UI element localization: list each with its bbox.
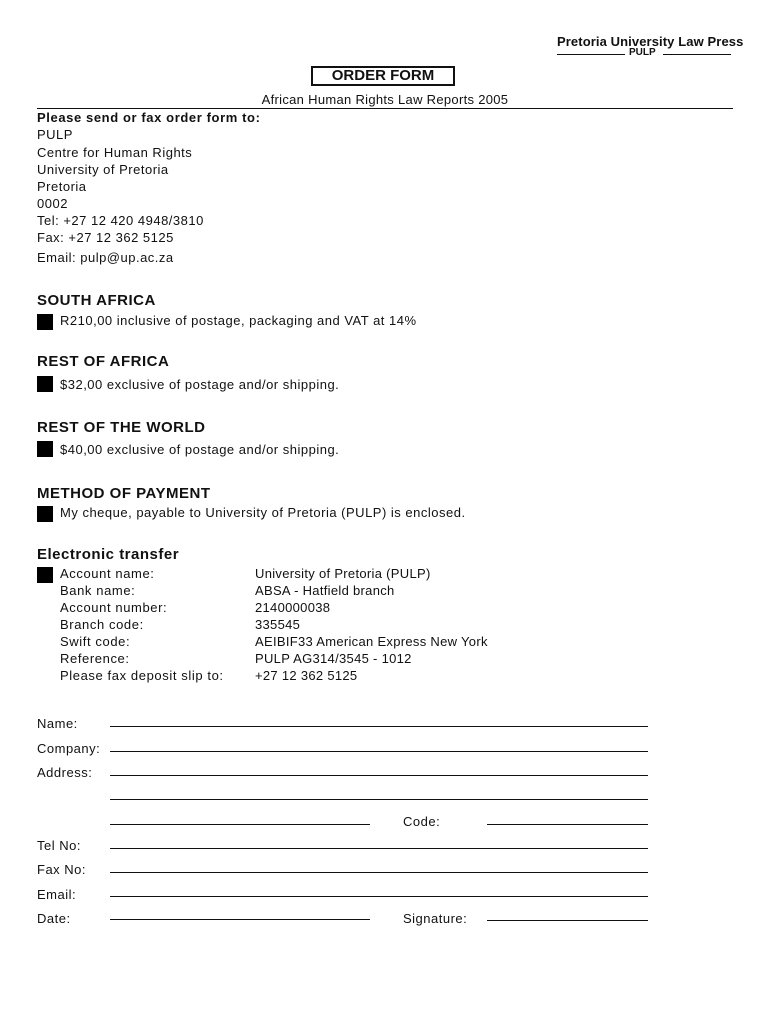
checkbox-electronic[interactable] (37, 567, 53, 583)
address-line: Fax: +27 12 362 5125 (37, 230, 174, 245)
section-heading-south-africa: SOUTH AFRICA (37, 292, 156, 309)
logo-rule-left (557, 54, 625, 55)
publisher-name: Pretoria University Law Press (557, 34, 744, 49)
signature-field[interactable] (487, 920, 648, 921)
address-field-line-1[interactable] (110, 775, 648, 776)
option-text-rest-of-world: $40,00 exclusive of postage and/or shipping. (60, 442, 340, 457)
date-label: Date: (37, 911, 71, 926)
address-line: Centre for Human Rights (37, 145, 193, 160)
bank-value-branch-code: 335545 (255, 617, 301, 632)
company-label: Company: (37, 741, 101, 756)
bank-label-swift-code: Swift code: (60, 634, 131, 649)
bank-label-fax-slip: Please fax deposit slip to: (60, 668, 224, 683)
bank-label-account-number: Account number: (60, 600, 168, 615)
email-label: Email: (37, 887, 77, 902)
bank-value-reference: PULP AG314/3545 - 1012 (255, 651, 412, 666)
name-field[interactable] (110, 726, 648, 727)
publisher-short: PULP (629, 47, 656, 58)
checkbox-rest-of-world[interactable] (37, 441, 53, 457)
section-heading-rest-of-africa: REST OF AFRICA (37, 353, 170, 370)
company-field[interactable] (110, 751, 648, 752)
address-field-line-3[interactable] (110, 824, 370, 825)
tel-field[interactable] (110, 848, 648, 849)
bank-value-fax-slip: +27 12 362 5125 (255, 668, 358, 683)
bank-label-reference: Reference: (60, 651, 130, 666)
address-heading: Please send or fax order form to: (37, 110, 261, 125)
bank-label-bank-name: Bank name: (60, 583, 136, 598)
section-heading-payment: METHOD OF PAYMENT (37, 485, 211, 502)
logo-rule-right (663, 54, 731, 55)
address-field-line-2[interactable] (110, 799, 648, 800)
bank-label-account-name: Account name: (60, 566, 155, 581)
bank-value-account-name: University of Pretoria (PULP) (255, 566, 431, 581)
address-line: PULP (37, 127, 73, 142)
option-text-cheque: My cheque, payable to University of Pretoria (PULP) is enclosed. (60, 505, 466, 520)
address-line: Pretoria (37, 179, 87, 194)
address-line: University of Pretoria (37, 162, 169, 177)
bank-label-branch-code: Branch code: (60, 617, 144, 632)
bank-value-swift-code: AEIBIF33 American Express New York (255, 634, 488, 649)
address-line: 0002 (37, 196, 68, 211)
section-heading-electronic: Electronic transfer (37, 546, 180, 563)
tel-label: Tel No: (37, 838, 81, 853)
bank-value-account-number: 2140000038 (255, 600, 331, 615)
date-field[interactable] (110, 919, 370, 920)
form-title: ORDER FORM (311, 66, 455, 86)
option-text-south-africa: R210,00 inclusive of postage, packaging and VAT at 14% (60, 313, 417, 328)
checkbox-south-africa[interactable] (37, 314, 53, 330)
checkbox-rest-of-africa[interactable] (37, 376, 53, 392)
address-line: Email: pulp@up.ac.za (37, 250, 174, 265)
option-text-rest-of-africa: $32,00 exclusive of postage and/or shipping. (60, 377, 340, 392)
form-subtitle: African Human Rights Law Reports 2005 (261, 92, 509, 107)
address-line: Tel: +27 12 420 4948/3810 (37, 213, 204, 228)
email-field[interactable] (110, 896, 648, 897)
address-label: Address: (37, 765, 93, 780)
code-label: Code: (403, 814, 441, 829)
signature-label: Signature: (403, 911, 468, 926)
fax-field[interactable] (110, 872, 648, 873)
bank-value-bank-name: ABSA - Hatfield branch (255, 583, 395, 598)
code-field[interactable] (487, 824, 648, 825)
fax-label: Fax No: (37, 862, 87, 877)
checkbox-cheque[interactable] (37, 506, 53, 522)
section-heading-rest-of-world: REST OF THE WORLD (37, 419, 206, 436)
name-label: Name: (37, 716, 78, 731)
header-divider (37, 108, 733, 109)
